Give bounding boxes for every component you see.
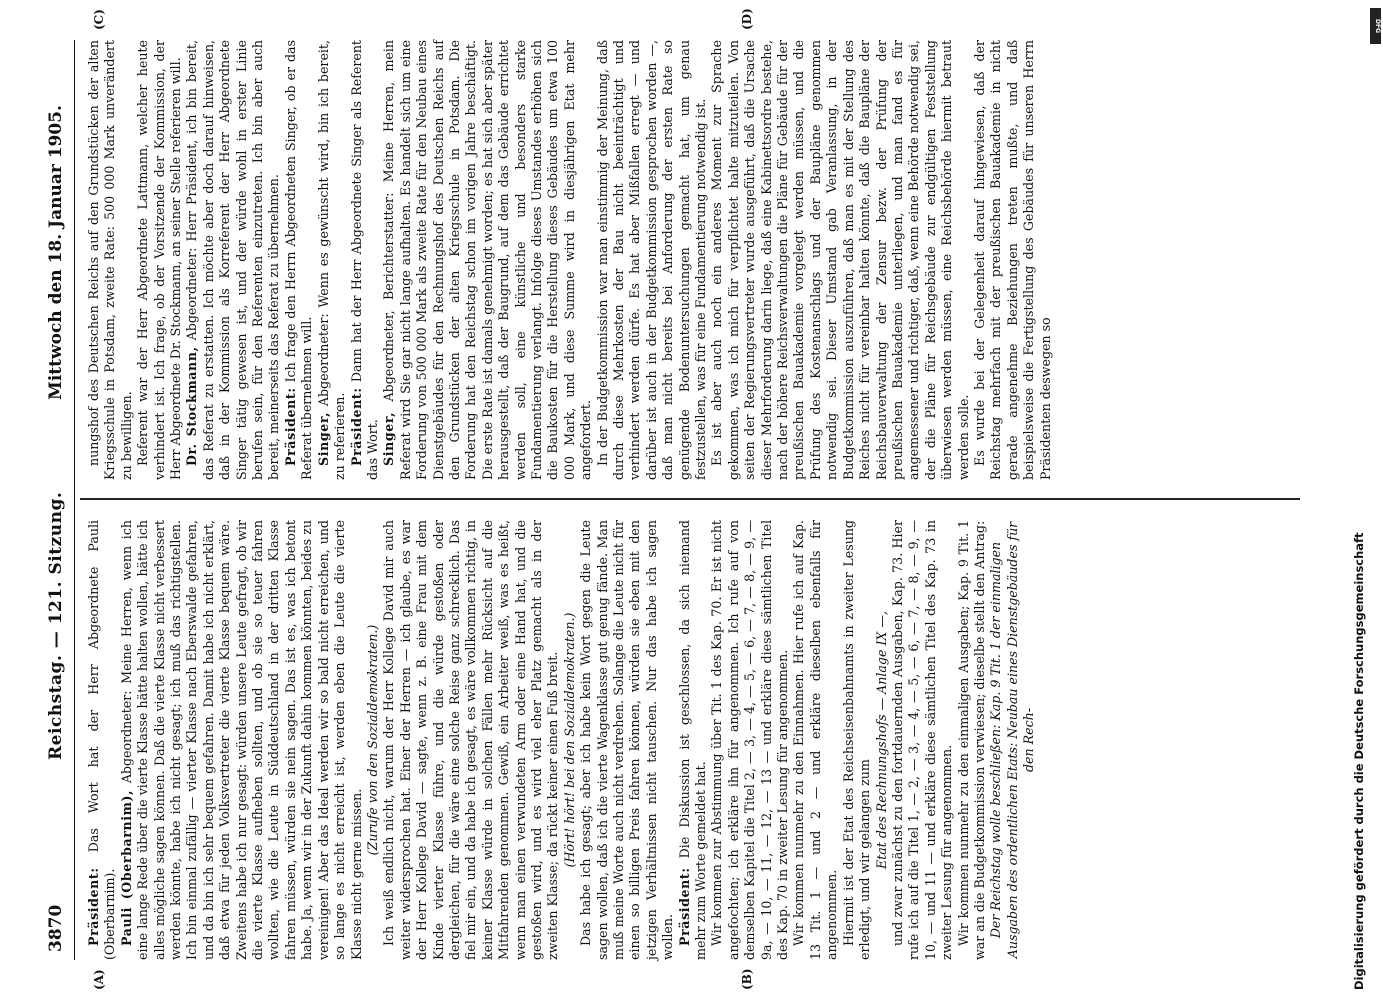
rotated-page [40, 8, 1340, 990]
paragraph [119, 520, 365, 960]
dfg-logo: DFG [1370, 8, 1381, 44]
column-divider [80, 499, 1300, 501]
paragraph [595, 40, 710, 480]
margin-marker-a: (A) [92, 969, 106, 990]
paragraph-text: Abgeordneter: Herr Präsident, ich bin bereit, das Referat zu erstatten. Ich möchte aber doch darauf hinweisen, daß in der Kommission als Korreferent der Herr Abgeordnete Singer tätig gewesen ist, und der würde wohl in erster Linie berufen sein, für den Referenten einzutreten. Ich bin aber auch bereit, meinerseits das Referat zu übernehmen. [184, 40, 282, 480]
paragraph-text: Wir kommen nunmehr zu den Einnahmen. Hier rufe ich auf Kap. 13 Tit. 1 — und 2 — und erkläre dieselben ebenfalls für angenommen. [791, 520, 840, 960]
speaker-name: Singer, [315, 411, 331, 466]
centered-line: (Zurufe von den Sozialdemokraten.) [364, 624, 380, 856]
paragraph-text: Es wurde bei der Gelegenheit darauf hingewiesen, daß der Reichstag mehrfach mit der preußischen Bauakademie in nicht gerade angenehme Beziehungen treten mußte, und daß beispielsweise die Fertigstellung des Gebäudes für unseren Herrn Präsidenten deswegen so [971, 40, 1053, 480]
speaker-name: Präsident: [282, 387, 298, 466]
left-column [86, 520, 1038, 960]
paragraph [890, 520, 956, 960]
paragraph [709, 520, 791, 960]
paragraph-text: Dann hat der Herr Abgeordnete Singer als Referent das Wort. [348, 40, 380, 480]
speaker-name: Singer, [381, 411, 397, 466]
paragraph [578, 520, 676, 960]
paragraph [841, 520, 874, 960]
paragraph [86, 40, 135, 480]
paragraph-text: Das habe ich gesagt; aber ich habe kein Wort gegen die Leute sagen wollen, daß ich die vierte Wagenklasse gut genug fände. Man muß meine Worte auch nicht verdrehen. Solange die Leute nicht für einen so billigen Preis fahren können, würden sie eben mit den jetzigen Verhältnissen nicht tauschen. Nur das habe ich sagen wollen. [578, 520, 676, 960]
centered-line: (Hört! hört! bei den Sozialdemokraten.) [561, 612, 577, 868]
centered-line: Der Reichstag wolle beschließen: Kap. 9 Tit. 1 der einmaligen Ausgaben des ordentlichen Etats: Neubau eines Dienstgebäudes für den Rech- [988, 521, 1037, 959]
paragraph-text: Wir kommen nunmehr zu den einmaligen Ausgaben; Kap. 9 Tit. 1 war an die Budgetkommission verwiesen; dieselbe stellt den Antrag: [955, 520, 987, 960]
paragraph-text: Die Diskussion ist geschlossen, da sich niemand mehr zum Worte gemeldet hat. [676, 520, 709, 960]
speaker-name: Präsident: [86, 867, 101, 946]
margin-marker-d: (D) [740, 8, 754, 30]
paragraph-text: Wir kommen zur Abstimmung über Tit. 1 des Kap. 70. Er ist nicht angefochten; ich erkläre ihn für angenommen. Ich rufe auf von demselben Kapitel die Titel 2, — 3, — 4, — 5, — 6, — 7, — 8, — 9, — 9a, — 10, — 11, — 12, — 13 — und erkläre diese sämtlichen Titel des Kap. 70 in zweiter Lesung für angenommen. [709, 520, 791, 960]
paragraph [283, 40, 316, 480]
paragraph-text: Abgeordneter: Meine Herren, wenn ich eine lange Rede über die vierte Klasse hätte halten wollen, hätte ich alles mögliche sagen können. Daß die vierte Klasse nicht verbessert werden könnte, habe ich nicht gesagt; ich muß das richtigstellen. Ich bin einmal zufällig — vierter Klasse nach Eberswalde gefahren, und da bin ich sehr bequem gefahren. Damit habe ich nicht erklärt, daß etwa für jeden Volksvertreter die vierte Klasse bequem wäre. Zweitens habe ich nur gesagt: würden unsere Leute gefragt, ob wir die vierte Klasse aufheben sollten, und ob sie so teuer fahren wollten, wie die Leute in Süddeutschland in der dritten Klasse fahren müssen, würden sie nein sagen. Das ist es, was ich betont habe. Ja, wenn wir in der Zukunft dahin kommen könnten, beides zu vereinigen! Aber das Ideal werden wir so bald nicht erreichen, und so lange es nicht erreicht ist, werden eben die Leute die vierte Klasse nicht gerne missen. [118, 520, 364, 960]
speaker-name: Präsident: [676, 867, 692, 946]
paragraph [956, 520, 989, 960]
page-header [40, 40, 75, 960]
paragraph [677, 520, 710, 960]
paragraph [86, 520, 119, 960]
paragraph [135, 40, 184, 480]
session-title: Reichstag. — 121. Sitzung. [46, 491, 66, 760]
paragraph-text: Abgeordneter: Wenn es gewünscht wird, bin ich bereit, zu referieren. [315, 40, 348, 480]
paragraph-text: Es ist aber auch noch ein anderes Moment zur Sprache gekommen, was ich mich für verpflichtet halte mitzuteilen. Von seiten der Regierungsvertreter wurde ausgeführt, daß die Ursache dieser Mehrforderung darin liege, daß eine Kabinettsordre bestehe, nach der höhere Reichsverwaltungen die Pläne für Gebäude für der preußischen Bauakademie vorgelegt werden müssen, und die Prüfung des Kostenanschlags und der Baupläne genommen notwendig sei. Dieser Umstand gab Veranlassung, in der Budgetkommission auszuführen, daß man es mit der Stellung des Reiches nicht für vereinbar halten könnte, daß die Baupläne der Reichsbauverwaltung der Zensur bezw. der Prüfung der preußischen Bauakademie unterliegen, und man fand es für angemessener und richtiger, daß, wenn eine Behörde notwendig sei, der die Pläne für Reichsgebäude zur endgültigen Feststellung überwiesen werden müssen, eine Reichsbehörde hiermit betraut werden solle. [709, 40, 971, 480]
paragraph [316, 40, 349, 480]
paragraph [972, 40, 1054, 480]
page-number: 3870 [46, 904, 66, 952]
paragraph-text: Ich frage den Herrn Abgeordneten Singer, ob er das Referat übernehmen will. [282, 40, 315, 480]
margin-marker-b: (B) [740, 968, 754, 990]
session-date: Mittwoch den 18. Januar 1905. [46, 105, 66, 400]
paragraph [709, 40, 972, 480]
speaker-name: Dr. Stockmann, [184, 346, 200, 466]
paragraph [349, 40, 382, 480]
paragraph-text: Abgeordneter, Berichterstatter: Meine Herren, mein Referat wird Sie gar nicht lange aufhalten. Es handelt sich um eine Forderung von 500 000 Mark als zweite Rate für den Neubau eines Dienstgebäudes für den Rechnungshof des Deutschen Reichs auf den Grundstücken der alten Kriegsschule in Potsdam. Die Forderung hat den Reichstag schon im vorigen Jahre beschäftigt. Die erste Rate ist damals genehmigt worden; es hat sich aber später herausgestellt, daß der Baugrund, auf dem das Gebäude errichtet werden soll, eine künstliche und besonders starke Fundamentierung verlangt. Infolge dieses Umstandes erhöhen sich die Baukosten für die Herstellung dieses Gebäudes um etwa 100 000 Mark, und diese Summe wird in diesjährigen Etat mehr angefordert. [381, 40, 594, 480]
paragraph [381, 40, 594, 480]
margin-marker-c: (C) [92, 9, 106, 30]
paragraph [184, 40, 282, 480]
paragraph [381, 520, 561, 960]
centered-line: Etat des Rechnungshofs — Anlage IX —, [873, 611, 889, 869]
paragraph-text: In der Budgetkommission war man einstimmig der Meinung, daß durch diese Mehrkosten der Bau nicht beeinträchtigt und verhindert werden dürfe. Es hat aber Mißfallen erregt — und darüber ist auch in der Budgetkommission gesprochen worden —, daß man nicht bereits bei Anforderung der ersten Rate so genügende Bodenuntersuchungen gemacht hat, um genau festzustellen, was für eine Fundamentierung notwendig ist. [594, 40, 709, 480]
paragraph-text: und zwar zunächst zu den fortdauernden Ausgaben, Kap. 73. Hier rufe ich auf die Titel 1, — 2, — 3, — 4, — 5, — 6, — 7, — 8, — 9, — 10, — und 11 — und erkläre diese sämtlichen Titel des Kap. 73 in zweiter Lesung für angenommen. [889, 520, 955, 960]
paragraph [791, 520, 840, 960]
paragraph-text: nungshof des Deutschen Reichs auf den Grundstücken der alten Kriegsschule in Potsdam, zweite Rate: 500 000 Mark unverändert zu bewilligen. [86, 40, 134, 480]
speaker-name: Pauli (Oberbarnim), [118, 789, 134, 946]
funding-notice: Digitalisierung gefördert durch die Deutsche Forschungsgemeinschaft [1352, 532, 1366, 990]
paragraph-text: Ich weiß endlich nicht, warum der Herr Kollege David mir auch weiter widersprochen hat. Einer der Herren — ich glaube, es war der Herr Kollege David — sagte, wenn z. B. eine Frau mit dem Kinde vierter Klasse führe, und die würde gestoßen oder dergleichen, für die wäre eine solche Reise ganz schrecklich. Das fiel mir ein, und da habe ich gesagt, es wäre vollkommen richtig, in keiner Klasse würde in solchen Fällen mehr Rücksicht auf die Mitfahrenden genommen. Gewiß, ein Arbeiter weiß, was es heißt, wenn man einen verwundeten Arm oder eine Hand hat, und die gestoßen wird, und es wird viel eher Platz gemacht als in der zweiten Klasse; da rückt keiner einen Fuß breit. [381, 520, 561, 960]
right-column [86, 40, 1054, 480]
paragraph-text: Hiermit ist der Etat des Reichseisenbahnamts in zweiter Lesung erledigt, und wir gelangen zum [840, 520, 873, 960]
speaker-name: Präsident: [348, 387, 364, 466]
paragraph-text: Referent war der Herr Abgeordnete Lattmann, welcher heute verhindert ist. Ich frage, ob der Vorsitzende der Kommission, der Herr Abgeordnete Dr. Stockmann, an seiner Stelle referieren will. [135, 40, 184, 480]
paragraph-text: Das Wort hat der Herr Abgeordnete Pauli (Oberbarnim). [86, 520, 118, 960]
